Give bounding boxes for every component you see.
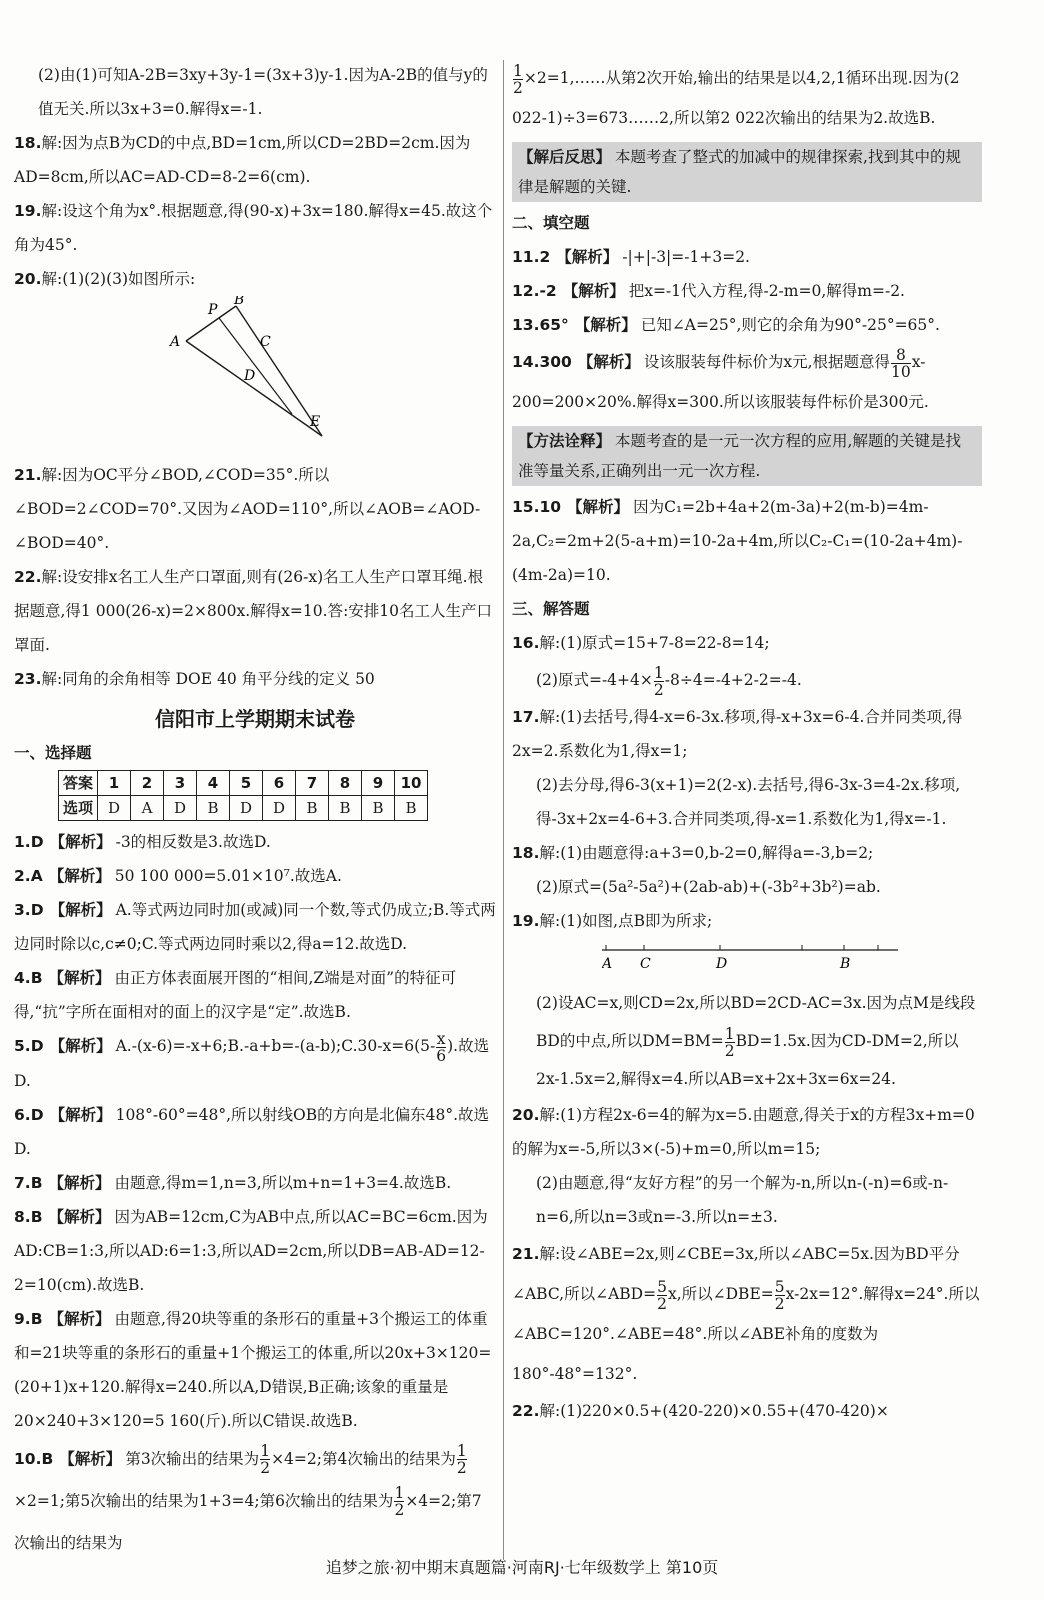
right-column (512, 58, 982, 1428)
left-column (14, 58, 496, 1564)
label-b: B (840, 956, 851, 972)
table-cell: 10 (395, 771, 428, 796)
table-cell: D (263, 796, 296, 821)
list-item: 17.解:(1)去括号,得4-x=6-3x.移项,得-x+3x=6-4.合并同类项,得2x=2.系数化为1,得x=1; (512, 708, 963, 760)
fraction: $\frac{1}{2}$ (724, 1024, 735, 1060)
list-item: 15.10 【解析】 因为C₁=2b+4a+2(m-3a)+2(m-b)=4m-2a,C₂=2m+2(5-a+m)=10-2a+4m,所以C₂-C₁=(10-2a+4m)-(4m-2a)=10. (512, 498, 963, 584)
section-heading-solve: 三、解答题 (512, 600, 590, 618)
list-item: 21.解:因为OC平分∠BOD,∠COD=35°.所以∠BOD=2∠COD=70°.又因为∠AOD=110°,所以∠AOB=∠AOD-∠BOD=40°. (14, 466, 481, 552)
section-heading-choice: 一、选择题 (14, 744, 92, 762)
list-item: 12.-2 【解析】 把x=-1代入方程,得-2-m=0,解得m=-2. (512, 282, 905, 300)
list-item: 20.解:(1)方程2x-6=4的解为x=5.由题意,得关于x的方程3x+m=0的解为x=-5,所以3×(-5)+m=0,所以m=15; (512, 1106, 975, 1158)
table-cell: D (164, 796, 197, 821)
triangle-figure (164, 296, 496, 458)
fraction: $\frac{8}{10}$ (891, 345, 911, 381)
segment-pd (219, 318, 292, 414)
list-item: 14.300 【解析】 设该服装每件标价为x元,根据题意得 $\frac{8}{10}$ x-200=200×20%.解得x=300.所以该服装每件标价是300元. (512, 345, 929, 411)
table-cell: B (395, 796, 428, 821)
fraction: $\frac{5}{2}$ (657, 1277, 667, 1313)
segment-ae (186, 341, 322, 436)
list-item: 9.B 【解析】 由题意,得20块等重的条形石的重量+3个搬运工的体重和=21块等重的条形石的重量+1个搬运工的体重,所以20x+3×120=(20+1)x+120.解得x=240.所以A,D错误,B正确;该象的重量是20×240+3×120=5 160(斤).所以C错误.故选B. (14, 1309, 492, 1430)
intro-line: (2)由(1)可知A-2B=3xy+3y-1=(3x+3)y-1.因为A-2B的值与y的值无关.所以3x+3=0.解得x=-1. (38, 66, 488, 118)
label-b: B (234, 296, 245, 308)
list-item: 8.B 【解析】 因为AB=12cm,C为AB中点,所以AC=BC=6cm.因为AD:CB=1:3,所以AD:6=1:3,所以AD=2cm,所以DB=AB-AD=12-2=10(cm).故选B. (14, 1207, 488, 1294)
number-line-figure (602, 942, 982, 984)
page-footer: 追梦之旅·初中期末真题篇·河南RJ·七年级数学上 第10页 (325, 1558, 719, 1577)
list-item: 7.B 【解析】 由题意,得m=1,n=3,所以m+n=1+3=4.故选B. (14, 1173, 452, 1192)
table-cell: A (131, 796, 164, 821)
label-e: E (310, 414, 321, 430)
table-cell: 5 (230, 771, 263, 796)
table-cell: B (329, 796, 362, 821)
solve-items (512, 700, 982, 938)
triangle-diagram (164, 296, 344, 446)
list-item: 16.解:(1)原式=15+7-8=22-8=14; (512, 634, 770, 652)
table-cell: 8 (329, 771, 362, 796)
label-d: D (716, 956, 728, 972)
continuation-text: $\frac{1}{2}$ ×2=1,……从第2次开始,输出的结果是以4,2,1循环出现.因为(2 022-1)÷3=673……2,所以第2 022次输出的结果为2.故选B. (512, 61, 960, 127)
column-divider (503, 60, 504, 1560)
table-cell: D (230, 796, 263, 821)
section-heading-fill: 二、填空题 (512, 214, 590, 232)
list-item: 10.B 【解析】 第3次输出的结果为 $\frac{1}{2}$ ×4=2;第4次输出的结果为 $\frac{1}{2}$ ×2=1;第5次输出的结果为1+3=4;第6次输出的结果为 $\frac{1}{2}$ ×4=2;第7次输出的结果为 (14, 1442, 482, 1552)
table-cell: 选项 (59, 796, 98, 821)
list-item: (2)由题意,得“友好方程”的另一个解为-n,所以n-(-n)=6或-n-n=6,所以n=3或n=-3.所以n=±3. (536, 1174, 949, 1226)
list-item: 22.解:(1)220×0.5+(420-220)×0.55+(470-420)× (512, 1402, 889, 1420)
list-item: 18.解:(1)由题意得:a+3=0,b-2=0,解得a=-3,b=2; (512, 844, 874, 862)
list-item: 20.解:(1)(2)(3)如图所示: (14, 270, 196, 288)
fraction: $\frac{5}{2}$ (774, 1277, 785, 1313)
table-cell: 2 (131, 771, 164, 796)
label-a: A (602, 956, 613, 972)
list-item: (2)原式=(5a²-5a²)+(2ab-ab)+(-3b²+3b²)=ab. (536, 878, 881, 896)
list-item: 18.解:因为点B为CD的中点,BD=1cm,所以CD=2BD=2cm.因为AD=8cm,所以AC=AD-CD=8-2=6(cm). (14, 134, 471, 186)
solve-items-b (512, 1098, 982, 1234)
label-d: D (244, 368, 256, 384)
fill-items (512, 240, 982, 422)
table-cell: 答案 (59, 771, 98, 796)
list-item: 19.解:设这个角为x°.根据题意,得(90-x)+3x=180.解得x=45.故这个角为45°. (14, 202, 493, 254)
fraction: $\frac{1}{2}$ (513, 61, 523, 97)
fraction: $\frac{1}{2}$ (394, 1484, 405, 1519)
label-c: C (640, 956, 651, 972)
table-cell: B (197, 796, 230, 821)
label-a: A (170, 334, 181, 350)
label-c: C (260, 334, 271, 350)
list-item: 22.解:设安排x名工人生产口罩面,则有(26-x)名工人生产口罩耳绳.根据题意,得1 000(26-x)=2×800x.解得x=10.答:安排10名工人生产口罩面. (14, 568, 493, 654)
list-item: 1.D 【解析】 -3的相反数是3.故选D. (14, 833, 271, 851)
table-cell: 1 (98, 771, 131, 796)
list-item: (2)设AC=x,则CD=2x,所以BD=2CD-AC=3x.因为点M是线段BD的中点,所以DM=BM= $\frac{1}{2}$ BD=1.5x.因为CD-DM=2,所以2x-1.5x=2,解得x=4.所以AB=x+2x+3x=6x=24. (536, 994, 976, 1088)
list-item: 11.2 【解析】 -|+|-3|=-1+3=2. (512, 248, 750, 266)
list-item: (2)去分母,得6-3(x+1)=2(2-x).去括号,得6-3x-3=4-2x.移项,得-3x+2x=4-6+3.合并同类项,得-x=1.系数化为1,得x=-1. (536, 776, 961, 828)
list-item: 2.A 【解析】 50 100 000=5.01×10⁷.故选A. (14, 867, 342, 885)
list-item: (2)原式=-4+4× $\frac{1}{2}$ -8÷4=-4+2-2=-4. (536, 663, 802, 699)
choice-items (14, 825, 496, 1564)
list-item: 4.B 【解析】 由正方体表面展开图的“相间,Z端是对面”的特征可得,“抗”字所在面相对的面上的汉字是“定”.故选B. (14, 969, 457, 1021)
prev-items-list (14, 126, 496, 296)
table-cell: B (362, 796, 395, 821)
fraction: $\frac{1}{2}$ (653, 663, 664, 699)
table-cell: 6 (263, 771, 296, 796)
table-cell: 7 (296, 771, 329, 796)
answer-table (58, 770, 428, 821)
reflection-box: 【解后反思】 本题考查了整式的加减中的规律探索,找到其中的规律是解题的关键. (512, 142, 982, 202)
table-row (59, 771, 428, 796)
table-cell: 9 (362, 771, 395, 796)
table-cell: D (98, 796, 131, 821)
list-item: 5.D 【解析】 A.-(x-6)=-x+6;B.-a+b=-(a-b);C.30-x=6(5- $\frac{x}{6}$ ).故选D. (14, 1029, 490, 1090)
list-item: 23.解:同角的余角相等 DOE 40 角平分线的定义 50 (14, 670, 375, 688)
fraction: $\frac{x}{6}$ (436, 1029, 447, 1065)
list-item: 19.解:(1)如图,点B即为所求; (512, 912, 713, 930)
table-cell: 3 (164, 771, 197, 796)
list-item: 13.65° 【解析】 已知∠A=25°,则它的余角为90°-25°=65°. (512, 316, 940, 334)
fraction: $\frac{1}{2}$ (260, 1442, 271, 1477)
list-item: 21.解:设∠ABE=2x,则∠CBE=3x,所以∠ABC=5x.因为BD平分∠ABC,所以∠ABD= $\frac{5}{2}$ x,所以∠DBE= $\frac{5}{2}$ x-2x=12°.解得x=24°.所以∠ABC=120°.∠ABE=48°.所以∠ABE补角的度数为180°-48°=132°. (512, 1245, 980, 1383)
method-box: 【方法诠释】 本题考查的是一元一次方程的应用,解题的关键是找准等量关系,正确列出一元一次方程. (512, 426, 982, 486)
table-cell: B (296, 796, 329, 821)
list-item: 3.D 【解析】 A.等式两边同时加(或减)同一个数,等式仍成立;B.等式两边同时除以c,c≠0;C.等式两边同时乘以2,得a=12.故选D. (14, 901, 496, 953)
items-after-figure (14, 458, 496, 696)
table-row (59, 796, 428, 821)
number-line (602, 942, 902, 972)
list-item: 6.D 【解析】 108°-60°=48°,所以射线OB的方向是北偏东48°.故选D. (14, 1105, 490, 1158)
table-cell: 4 (197, 771, 230, 796)
exam-title: 信阳市上学期期末试卷 (155, 707, 355, 731)
fraction: $\frac{1}{2}$ (456, 1442, 467, 1477)
label-p: P (208, 302, 218, 318)
